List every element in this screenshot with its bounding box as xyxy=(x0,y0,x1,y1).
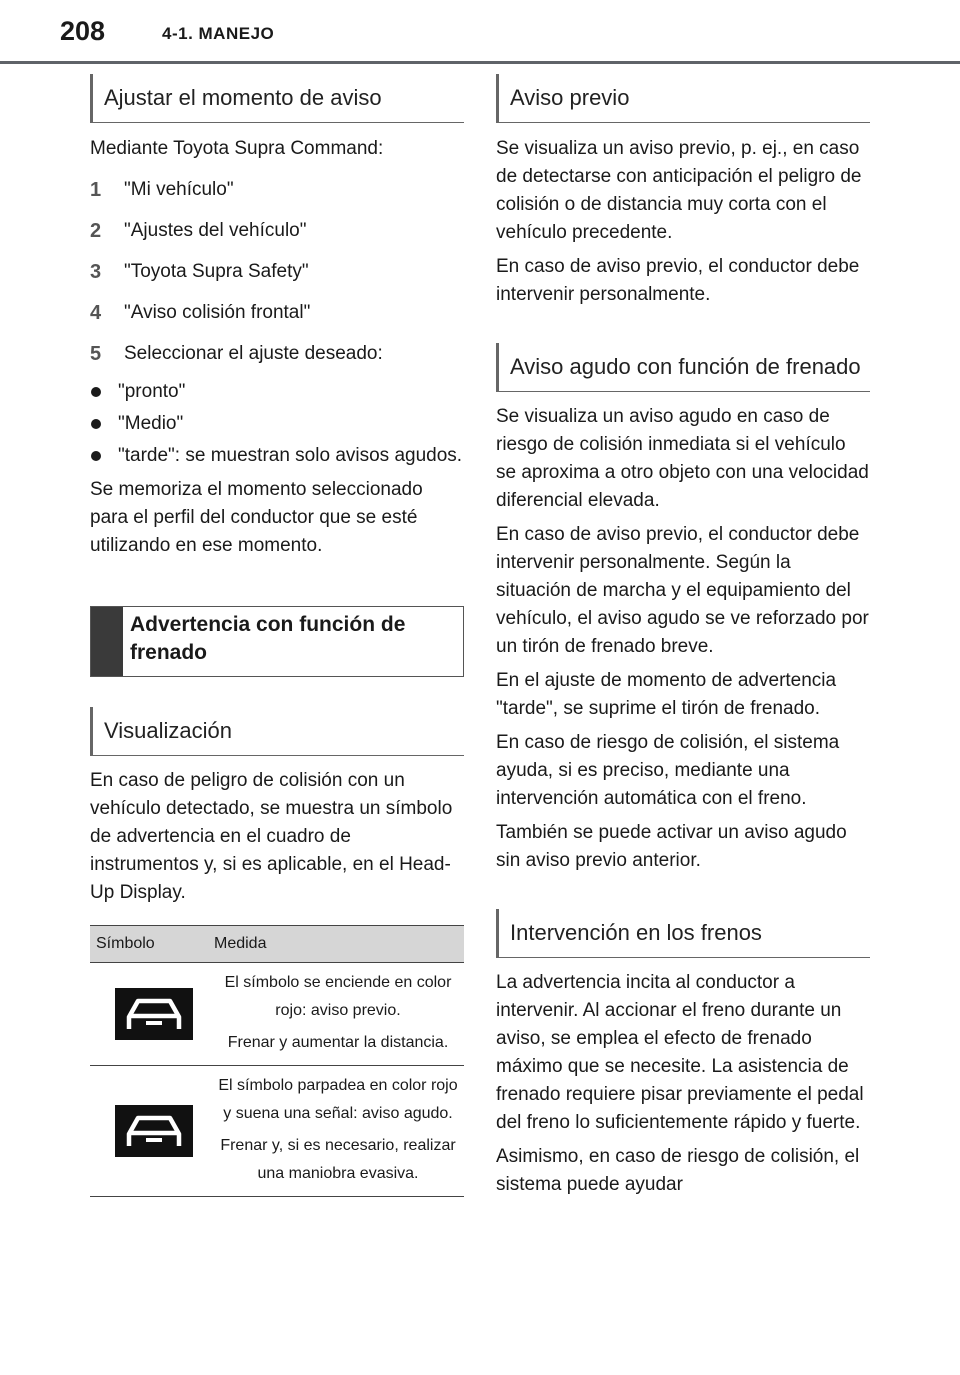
chapter-section-heading xyxy=(90,606,464,677)
acute-warning-text: En caso de riesgo de colisión, el sistema ayuda, si es preciso, mediante una intervención automática con el freno. xyxy=(496,732,840,809)
intro-text: Mediante Toyota Supra Command: xyxy=(90,138,384,159)
column-header-symbol: Símbolo xyxy=(96,935,155,952)
option-item xyxy=(90,410,464,438)
heading-bar xyxy=(91,607,123,676)
step-text: "Toyota Supra Safety" xyxy=(124,261,309,282)
heading-text: Advertencia con función de frenado xyxy=(130,613,406,664)
step-number: 5 xyxy=(90,343,102,365)
option-text: "Medio" xyxy=(118,413,184,434)
measure-text: Frenar y aumentar la distancia. xyxy=(227,1034,449,1051)
section-heading-timing: Ajustar el momento de aviso xyxy=(90,74,464,123)
step-number: 1 xyxy=(90,179,102,201)
section-heading-pre-warning: Aviso previo xyxy=(496,74,870,123)
step-item xyxy=(90,217,464,245)
column-header-measure: Medida xyxy=(214,935,267,952)
page-header xyxy=(0,0,960,64)
acute-warning-text: En el ajuste de momento de advertencia "tarde", se suprime el tirón de frenado. xyxy=(496,670,837,719)
acute-warning-text: Se visualiza un aviso agudo en caso de riesgo de colisión inmediata si el vehículo se aproxima a otro objeto con una velocidad diferencial elevada. xyxy=(496,406,869,511)
step-number: 4 xyxy=(90,302,102,324)
measure-text: El símbolo se enciende en color rojo: aviso previo. xyxy=(224,974,452,1019)
pre-warning-text: Se visualiza un aviso previo, p. ej., en caso de detectarse con anticipación el peligro de colisión o de distancia muy corta con el vehículo precedente. xyxy=(496,138,862,243)
car-warning-icon xyxy=(115,988,193,1040)
step-item xyxy=(90,299,464,327)
brake-text: La advertencia incita al conductor a intervenir. Al accionar el freno durante un aviso, se emplea el efecto de frenado máximo que se necesite. La asistencia de frenado requiere pisar previamente el pedal del freno lo suficientemente rápido y fuerte. xyxy=(496,972,864,1133)
steps-list xyxy=(90,176,464,368)
option-text: "tarde": se muestran solo avisos agudos. xyxy=(118,445,463,466)
measure-text: El símbolo parpadea en color rojo y suena una señal: aviso agudo. xyxy=(218,1077,458,1122)
step-text: "Mi vehículo" xyxy=(124,179,234,200)
bullet-icon xyxy=(90,378,118,406)
brake-text: Asimismo, en caso de riesgo de colisión, el sistema puede ayudar xyxy=(496,1146,860,1195)
bullet-icon xyxy=(90,442,118,470)
step-item xyxy=(90,258,464,286)
left-column xyxy=(90,74,464,1197)
symbol-table xyxy=(90,925,464,1197)
options-list xyxy=(90,378,464,470)
header-divider xyxy=(0,61,960,64)
step-text: Seleccionar el ajuste deseado: xyxy=(124,343,383,364)
table-row xyxy=(90,963,464,1066)
page-number: 208 xyxy=(60,16,106,46)
acute-warning-text: También se puede activar un aviso agudo sin aviso previo anterior. xyxy=(496,822,847,871)
memo-text: Se memoriza el momento seleccionado para el perfil del conductor que se esté utilizando en ese momento. xyxy=(90,479,423,556)
step-item xyxy=(90,176,464,204)
option-item xyxy=(90,442,464,470)
step-text: "Ajustes del vehículo" xyxy=(124,220,307,241)
step-number: 3 xyxy=(90,261,102,283)
option-text: "pronto" xyxy=(118,381,186,402)
option-item xyxy=(90,378,464,406)
bullet-icon xyxy=(90,410,118,438)
step-item xyxy=(90,340,464,368)
table-row xyxy=(90,1066,464,1196)
acute-warning-text: En caso de aviso previo, el conductor debe intervenir personalmente. Según la situación de marcha y el equipamiento del vehículo, el aviso agudo se ve reforzado por un tirón de frenado breve. xyxy=(496,524,869,657)
display-text: En caso de peligro de colisión con un vehículo detectado, se muestra un símbolo de advertencia en el cuadro de instrumentos y, si es aplicable, en el Head-Up Display. xyxy=(90,770,453,903)
section-heading-brake-intervention: Intervención en los frenos xyxy=(496,909,870,958)
pre-warning-text: En caso de aviso previo, el conductor debe intervenir personalmente. xyxy=(496,256,860,305)
table-header xyxy=(90,926,464,963)
section-heading-display: Visualización xyxy=(90,707,464,756)
car-warning-icon xyxy=(115,1105,193,1157)
section-heading-acute-warning: Aviso agudo con función de frenado xyxy=(496,343,870,392)
step-number: 2 xyxy=(90,220,102,242)
step-text: "Aviso colisión frontal" xyxy=(124,302,311,323)
measure-text: Frenar y, si es necesario, realizar una maniobra evasiva. xyxy=(220,1137,456,1182)
right-column xyxy=(496,74,870,1199)
chapter-title: 4-1. MANEJO xyxy=(162,24,275,43)
